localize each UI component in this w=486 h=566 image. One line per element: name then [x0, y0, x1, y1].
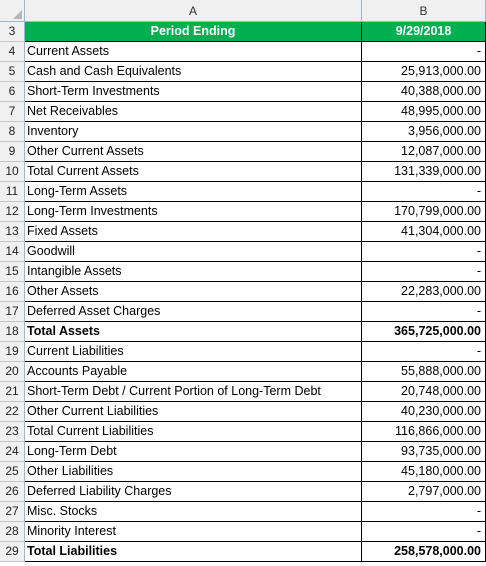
cell-value[interactable]: -	[362, 502, 486, 522]
table-row	[0, 262, 486, 282]
row-number[interactable]: 5	[0, 62, 25, 82]
table-row	[0, 282, 486, 302]
table-row	[0, 242, 486, 262]
cell-value[interactable]: 116,866,000.00	[362, 422, 486, 442]
cell-value[interactable]: 3,956,000.00	[362, 122, 486, 142]
cell-label[interactable]: Short-Term Investments	[25, 82, 362, 102]
cell-value[interactable]: 365,725,000.00	[362, 322, 486, 342]
row-number[interactable]: 9	[0, 142, 25, 162]
cell-label[interactable]: Long-Term Debt	[25, 442, 362, 462]
cell-value[interactable]: -	[362, 302, 486, 322]
header-period-ending[interactable]: Period Ending	[25, 22, 362, 42]
cell-value[interactable]: -	[362, 522, 486, 542]
row-number[interactable]: 11	[0, 182, 25, 202]
row-number[interactable]: 3	[0, 22, 25, 42]
row-number[interactable]: 7	[0, 102, 25, 122]
cell-value[interactable]: 22,283,000.00	[362, 282, 486, 302]
cell-value[interactable]: 2,797,000.00	[362, 482, 486, 502]
table-row	[0, 422, 486, 442]
row-number[interactable]: 15	[0, 262, 25, 282]
cell-label[interactable]: Deferred Liability Charges	[25, 482, 362, 502]
row-number[interactable]: 24	[0, 442, 25, 462]
table-row	[0, 62, 486, 82]
cell-label[interactable]: Other Liabilities	[25, 462, 362, 482]
table-row	[0, 82, 486, 102]
cell-value[interactable]: 20,748,000.00	[362, 382, 486, 402]
row-number[interactable]: 20	[0, 362, 25, 382]
table-row	[0, 142, 486, 162]
row-number[interactable]: 27	[0, 502, 25, 522]
table-row	[0, 502, 486, 522]
table-row	[0, 202, 486, 222]
table-row	[0, 402, 486, 422]
table-row	[0, 302, 486, 322]
table-row	[0, 222, 486, 242]
cell-label[interactable]: Other Assets	[25, 282, 362, 302]
cell-label[interactable]: Accounts Payable	[25, 362, 362, 382]
cell-label[interactable]: Current Assets	[25, 42, 362, 62]
table-row	[0, 362, 486, 382]
row-number[interactable]: 6	[0, 82, 25, 102]
table-row	[0, 322, 486, 342]
row-number[interactable]: 12	[0, 202, 25, 222]
row-number[interactable]: 22	[0, 402, 25, 422]
cell-label[interactable]: Short-Term Debt / Current Portion of Long-Term Debt	[25, 382, 362, 402]
cell-label[interactable]: Deferred Asset Charges	[25, 302, 362, 322]
row-number[interactable]: 14	[0, 242, 25, 262]
row-number[interactable]: 4	[0, 42, 25, 62]
table-row	[0, 442, 486, 462]
cell-label[interactable]: Net Receivables	[25, 102, 362, 122]
cell-value[interactable]: 40,230,000.00	[362, 402, 486, 422]
table-row	[0, 102, 486, 122]
cell-label[interactable]: Intangible Assets	[25, 262, 362, 282]
header-date[interactable]: 9/29/2018	[362, 22, 486, 42]
table-row	[0, 482, 486, 502]
cell-label[interactable]: Long-Term Investments	[25, 202, 362, 222]
table-row	[0, 182, 486, 202]
cell-label[interactable]: Inventory	[25, 122, 362, 142]
row-number[interactable]: 21	[0, 382, 25, 402]
column-header-a[interactable]: A	[25, 0, 362, 22]
cell-label[interactable]: Total Assets	[25, 322, 362, 342]
cell-label[interactable]: Fixed Assets	[25, 222, 362, 242]
table-header-row	[0, 22, 486, 42]
cell-value[interactable]: -	[362, 182, 486, 202]
table-row	[0, 122, 486, 142]
cell-value[interactable]: -	[362, 342, 486, 362]
table-row	[0, 522, 486, 542]
row-number[interactable]: 13	[0, 222, 25, 242]
row-number[interactable]: 29	[0, 542, 25, 562]
select-all-corner[interactable]	[0, 0, 25, 22]
cell-label[interactable]: Minority Interest	[25, 522, 362, 542]
cell-value[interactable]: 131,339,000.00	[362, 162, 486, 182]
cell-label[interactable]: Total Current Liabilities	[25, 422, 362, 442]
cell-value[interactable]: 40,388,000.00	[362, 82, 486, 102]
cell-value[interactable]: -	[362, 262, 486, 282]
row-number[interactable]: 8	[0, 122, 25, 142]
cell-label[interactable]: Long-Term Assets	[25, 182, 362, 202]
cell-label[interactable]: Cash and Cash Equivalents	[25, 62, 362, 82]
cell-label[interactable]: Other Current Liabilities	[25, 402, 362, 422]
cell-value[interactable]: 25,913,000.00	[362, 62, 486, 82]
cell-value[interactable]: 258,578,000.00	[362, 542, 486, 562]
row-number[interactable]: 17	[0, 302, 25, 322]
column-header-b[interactable]: B	[362, 0, 486, 22]
table-row	[0, 382, 486, 402]
column-header-bar	[0, 0, 486, 22]
row-number[interactable]: 19	[0, 342, 25, 362]
cell-value[interactable]: 41,304,000.00	[362, 222, 486, 242]
cell-value[interactable]: -	[362, 242, 486, 262]
cell-label[interactable]: Misc. Stocks	[25, 502, 362, 522]
table-row	[0, 162, 486, 182]
cell-value[interactable]: 170,799,000.00	[362, 202, 486, 222]
cell-value[interactable]: -	[362, 42, 486, 62]
cell-label[interactable]: Other Current Assets	[25, 142, 362, 162]
row-number[interactable]: 23	[0, 422, 25, 442]
cell-value[interactable]: 93,735,000.00	[362, 442, 486, 462]
row-number[interactable]: 16	[0, 282, 25, 302]
cell-label[interactable]: Goodwill	[25, 242, 362, 262]
row-number[interactable]: 25	[0, 462, 25, 482]
cell-value[interactable]: 48,995,000.00	[362, 102, 486, 122]
table-row	[0, 42, 486, 62]
row-number[interactable]: 18	[0, 322, 25, 342]
row-number[interactable]: 10	[0, 162, 25, 182]
cell-value[interactable]: 12,087,000.00	[362, 142, 486, 162]
cell-value[interactable]: 45,180,000.00	[362, 462, 486, 482]
table-row	[0, 462, 486, 482]
cell-label[interactable]: Current Liabilities	[25, 342, 362, 362]
row-number[interactable]: 28	[0, 522, 25, 542]
table-row	[0, 542, 486, 562]
row-number[interactable]: 26	[0, 482, 25, 502]
cell-label[interactable]: Total Liabilities	[25, 542, 362, 562]
table-row	[0, 342, 486, 362]
select-all-icon	[13, 10, 22, 19]
cell-value[interactable]: 55,888,000.00	[362, 362, 486, 382]
cell-label[interactable]: Total Current Assets	[25, 162, 362, 182]
